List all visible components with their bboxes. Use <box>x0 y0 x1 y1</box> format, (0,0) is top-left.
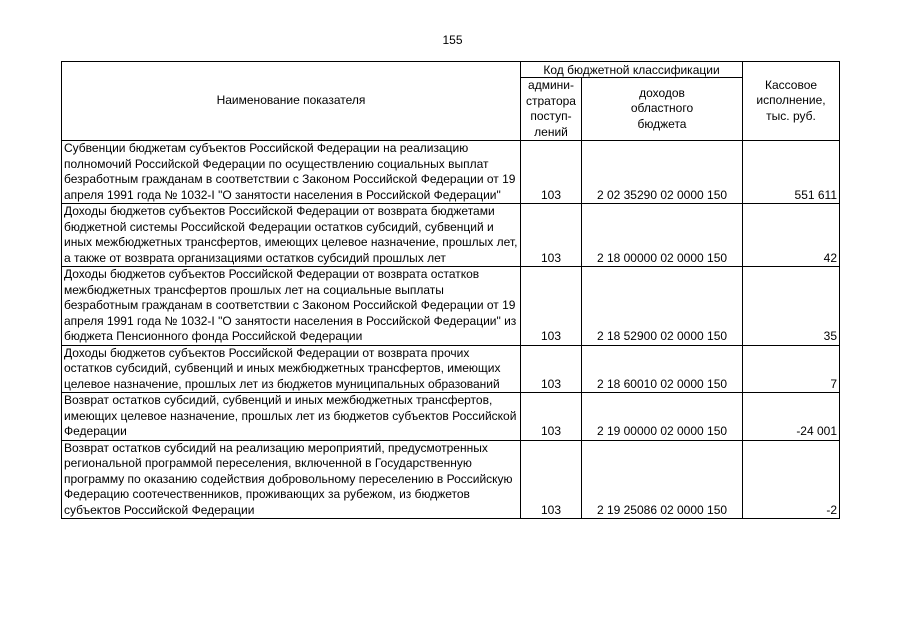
row-income-code: 2 18 60010 02 0000 150 <box>582 345 743 393</box>
table-body <box>62 141 840 519</box>
header-code-group: Код бюджетной классификации <box>521 62 743 78</box>
table-row <box>62 141 840 204</box>
row-name: Доходы бюджетов субъектов Российской Федерации от возврата прочих остатков субсидий, субвенций и иных межбюджетных трансфертов, имеющих целевое назначение, прошлых лет из бюджетов муниципальных образований <box>62 345 521 393</box>
row-admin-code: 103 <box>521 440 582 519</box>
row-sum: 42 <box>743 204 840 267</box>
row-sum: 7 <box>743 345 840 393</box>
table-row <box>62 440 840 519</box>
header-income <box>582 78 743 141</box>
header-name: Наименование показателя <box>62 62 521 141</box>
row-name: Доходы бюджетов субъектов Российской Федерации от возврата остатков межбюджетных трансфертов прошлых лет на социальные выплаты безработным гражданам в соответствии с Законом Российской Федерации от 19 апреля 1991 года № 1032-I "О занятости населения в Российской Федерации" из бюджета Пенсионного фонда Российской Федерации <box>62 267 521 346</box>
row-income-code: 2 19 00000 02 0000 150 <box>582 393 743 441</box>
row-admin-code: 103 <box>521 345 582 393</box>
header-sum <box>743 62 840 141</box>
row-income-code: 2 19 25086 02 0000 150 <box>582 440 743 519</box>
header-admin-text: админи- стратора поступ- лений <box>526 78 576 139</box>
page-number: 155 <box>442 33 463 47</box>
row-sum: -2 <box>743 440 840 519</box>
budget-table <box>61 61 840 519</box>
row-sum: 551 611 <box>743 141 840 204</box>
row-name: Возврат остатков субсидий, субвенций и иных межбюджетных трансфертов, имеющих целевое назначение, прошлых лет из бюджетов субъектов Российской Федерации <box>62 393 521 441</box>
row-admin-code: 103 <box>521 267 582 346</box>
row-sum: 35 <box>743 267 840 346</box>
table-row <box>62 393 840 441</box>
table-row <box>62 204 840 267</box>
table-row <box>62 267 840 346</box>
table-row <box>62 345 840 393</box>
table-header <box>62 62 840 141</box>
row-admin-code: 103 <box>521 204 582 267</box>
header-income-text: доходов областного бюджета <box>630 85 694 131</box>
row-income-code: 2 18 00000 02 0000 150 <box>582 204 743 267</box>
row-sum: -24 001 <box>743 393 840 441</box>
row-name: Возврат остатков субсидий на реализацию мероприятий, предусмотренных региональной программой переселения, включенной в Государственную программу по оказанию содействия добровольному переселению в Российскую Федерацию соотечественников, проживающих за рубежом, из бюджетов субъектов Российской Федерации <box>62 440 521 519</box>
row-name: Доходы бюджетов субъектов Российской Федерации от возврата бюджетами бюджетной системы Российской Федерации остатков субсидий, субвенций и иных межбюджетных трансфертов, имеющих целевое назначение, прошлых лет, а также от возврата организациями остатков субсидий прошлых лет <box>62 204 521 267</box>
row-admin-code: 103 <box>521 141 582 204</box>
row-name: Субвенции бюджетам субъектов Российской Федерации на реализацию полномочий Российской Федерации по осуществлению социальных выплат безработным гражданам в соответствии с Законом Российской Федерации от 19 апреля 1991 года № 1032-I "О занятости населения в Российской Федерации" <box>62 141 521 204</box>
row-admin-code: 103 <box>521 393 582 441</box>
row-income-code: 2 18 52900 02 0000 150 <box>582 267 743 346</box>
header-sum-text: Кассовое исполнение, тыс. руб. <box>756 77 826 123</box>
header-admin <box>521 78 582 141</box>
row-income-code: 2 02 35290 02 0000 150 <box>582 141 743 204</box>
